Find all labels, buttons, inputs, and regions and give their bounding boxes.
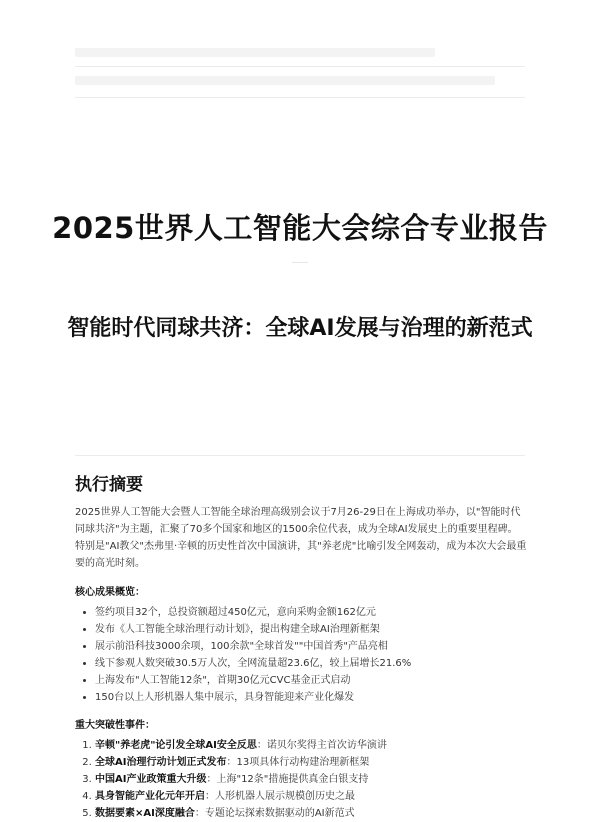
breakthrough-list [75, 737, 527, 822]
report-title: 2025世界人工智能大会综合专业报告 [52, 211, 548, 245]
list-item: • 发布《人工智能全球治理行动计划》，提出构建全球AI治理新框架 [95, 621, 527, 638]
item-bold: 全球AI治理行动计划正式发布 [95, 757, 227, 768]
item-text: ：诺贝尔奖得主首次访华演讲 [256, 740, 387, 751]
list-item [95, 754, 527, 771]
breakthrough-heading: 重大突破性事件： [75, 720, 155, 731]
list-item [95, 771, 527, 788]
executive-summary [75, 470, 527, 822]
summary-intro: 2025世界人工智能大会暨人工智能全球治理高级别会议于7月26-29日在上海成功举办，以"智能时代 同球共济"为主题，汇聚了70多个国家和地区的1500余位代表，成为全球AI发展史上的重要里程碑。特别是"AI教父"杰弗里·辛顿的历史性首次中国演讲，其"养老虎"比喻引发全网轰动，成为本次大会最重要的高光时刻。 [75, 507, 527, 569]
item-text: ：13项具体行动构建治理新框架 [226, 757, 370, 768]
item-text: ：专题论坛探索数据驱动的AI新范式 [194, 808, 355, 819]
list-item: • 150台以上人形机器人集中展示，具身智能迎来产业化爆发 [95, 689, 527, 706]
item-bold: 数据要素×AI深度融合 [95, 808, 195, 819]
core-results-list [75, 604, 527, 706]
list-item: • 展示前沿科技3000余项，100余款"全球首发""中国首秀"产品亮相 [95, 638, 527, 655]
list-item: • 签约项目32个，总投资额超过450亿元，意向采购金额162亿元 [95, 604, 527, 621]
item-text: ：人形机器人展示规模创历史之最 [205, 791, 355, 802]
header-divider [75, 97, 525, 98]
list-item [95, 805, 527, 822]
core-results-heading: 核心成果概览： [75, 587, 145, 598]
title-divider [292, 262, 308, 263]
list-item: • 线下参观人数突破30.5万人次，全网流量超23.6亿，较上届增长21.6% [95, 655, 527, 672]
header-divider [75, 66, 525, 67]
header-faint-line [75, 48, 435, 57]
item-bold: 具身智能产业化元年开启 [95, 791, 205, 802]
item-text: ：上海"12条"措施提供真金白银支持 [206, 774, 369, 785]
item-bold: 中国AI产业政策重大升级 [95, 774, 207, 785]
list-item [95, 737, 527, 754]
section-divider [75, 455, 525, 456]
report-subtitle: 智能时代同球共济：全球AI发展与治理的新范式 [67, 316, 533, 341]
header-faint-line [75, 76, 495, 85]
summary-heading: 执行摘要 [75, 475, 143, 495]
list-item: • 上海发布"人工智能12条"，首期30亿元CVC基金正式启动 [95, 672, 527, 689]
item-bold: 辛顿"养老虎"论引发全球AI安全反思 [95, 740, 257, 751]
list-item [95, 788, 527, 805]
